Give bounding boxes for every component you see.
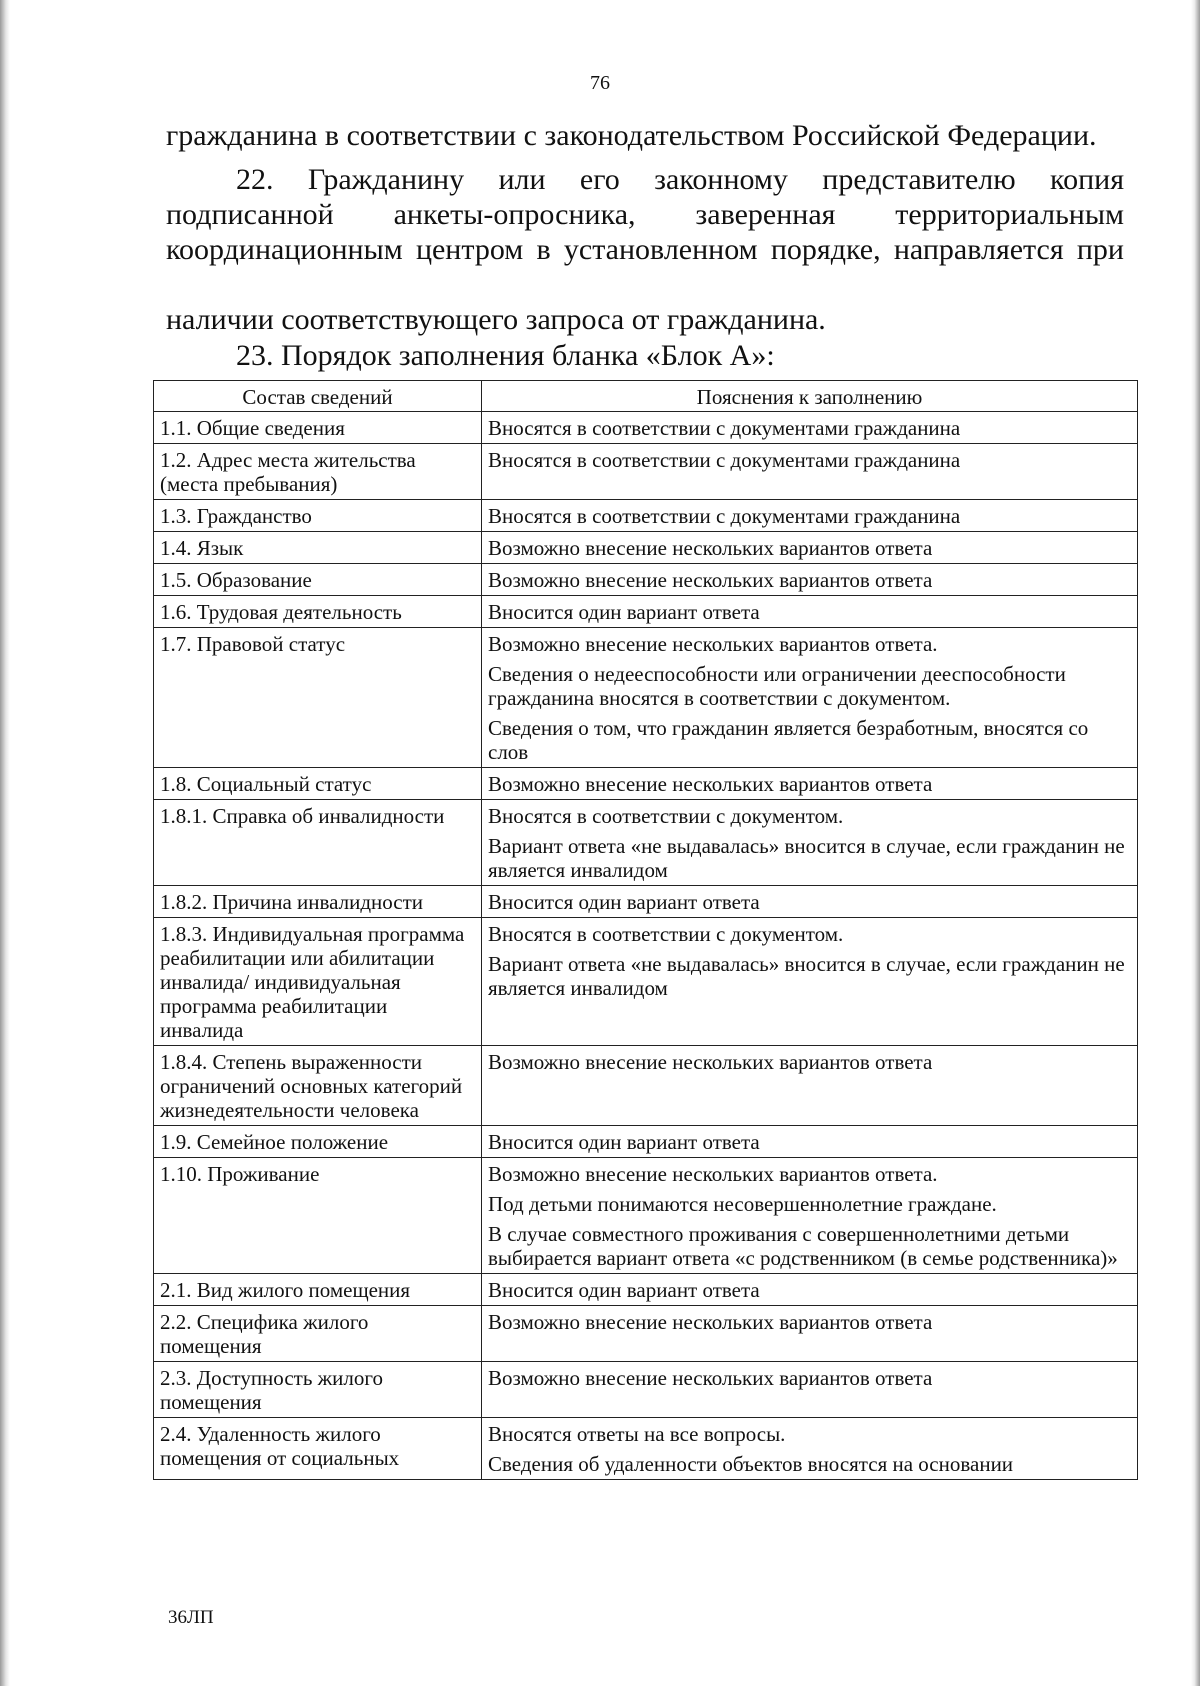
table-row xyxy=(154,886,1138,918)
row-notes-cell xyxy=(482,500,1138,532)
row-notes-cell xyxy=(482,564,1138,596)
row-notes-cell xyxy=(482,1274,1138,1306)
table-row xyxy=(154,1158,1138,1274)
table-row xyxy=(154,596,1138,628)
table-row xyxy=(154,1126,1138,1158)
note-line: Возможно внесение нескольких вариантов ответа. xyxy=(488,1162,938,1186)
row-item-cell: 1.3. Гражданство xyxy=(154,500,482,532)
note-line: Возможно внесение нескольких вариантов ответа xyxy=(488,1366,933,1390)
row-notes-cell xyxy=(482,886,1138,918)
table-row xyxy=(154,564,1138,596)
note-line: Возможно внесение нескольких вариантов ответа xyxy=(488,1310,933,1334)
note-line: Под детьми понимаются несовершеннолетние граждане. xyxy=(488,1192,997,1216)
table-row xyxy=(154,1274,1138,1306)
note-line: Вносится один вариант ответа xyxy=(488,600,760,624)
row-item-cell: 1.8. Социальный статус xyxy=(154,768,482,800)
note-line: Вносятся в соответствии с документами гражданина xyxy=(488,504,961,528)
paragraph-22-tail: наличии соответствующего запроса от гражданина. xyxy=(166,303,826,336)
row-notes-cell xyxy=(482,1306,1138,1362)
note-line: В случае совместного проживания с совершеннолетними детьми выбирается вариант ответа «с родственником (в семье родственника)» xyxy=(488,1222,1118,1270)
table-row xyxy=(154,768,1138,800)
table-row xyxy=(154,1362,1138,1418)
row-item-cell: 1.8.2. Причина инвалидности xyxy=(154,886,482,918)
row-notes-cell xyxy=(482,628,1138,768)
row-item-cell: 1.4. Язык xyxy=(154,532,482,564)
note-line: Вносятся ответы на все вопросы. xyxy=(488,1422,786,1446)
row-item-cell: 1.1. Общие сведения xyxy=(154,412,482,444)
footer-code: 36ЛП xyxy=(168,1607,214,1628)
row-item-cell: 2.4. Удаленность жилого помещения от социальных xyxy=(154,1418,482,1480)
note-line: Возможно внесение нескольких вариантов ответа xyxy=(488,568,933,592)
column-header-explanations: Пояснения к заполнению xyxy=(482,381,1138,412)
paragraph-22-body: Гражданину или его законному представителю копия подписанной анкеты-опросника, заверенная территориальным координационным центром в установленном порядке, направляется при xyxy=(166,163,1124,266)
table-row xyxy=(154,1046,1138,1126)
page-number: 76 xyxy=(590,72,610,94)
note-line: Вносится один вариант ответа xyxy=(488,890,760,914)
row-notes-cell xyxy=(482,1362,1138,1418)
row-item-cell: 1.6. Трудовая деятельность xyxy=(154,596,482,628)
note-line: Возможно внесение нескольких вариантов ответа xyxy=(488,772,933,796)
row-item-cell: 1.2. Адрес места жительства (места пребывания) xyxy=(154,444,482,500)
row-item-cell: 2.2. Специфика жилого помещения xyxy=(154,1306,482,1362)
scan-edge-right xyxy=(1191,0,1200,1686)
table-header-row xyxy=(154,381,1138,412)
row-item-cell: 1.7. Правовой статус xyxy=(154,628,482,768)
note-line: Вариант ответа «не выдавалась» вносится в случае, если гражданин не является инвалидом xyxy=(488,834,1125,882)
row-item-cell: 1.8.3. Индивидуальная программа реабилитации или абилитации инвалида/ индивидуальная программа реабилитации инвалида xyxy=(154,918,482,1046)
row-item-cell: 2.1. Вид жилого помещения xyxy=(154,1274,482,1306)
row-notes-cell xyxy=(482,1158,1138,1274)
table-row xyxy=(154,500,1138,532)
column-header-composition: Состав сведений xyxy=(154,381,482,412)
table-row xyxy=(154,800,1138,886)
row-item-cell: 1.10. Проживание xyxy=(154,1158,482,1274)
row-item-cell: 2.3. Доступность жилого помещения xyxy=(154,1362,482,1418)
note-line: Вариант ответа «не выдавалась» вносится в случае, если гражданин не является инвалидом xyxy=(488,952,1125,1000)
row-item-cell: 1.8.1. Справка об инвалидности xyxy=(154,800,482,886)
note-line: Сведения о недееспособности или ограничении дееспособности гражданина вносятся в соответствии с документом. xyxy=(488,662,1066,710)
table-row xyxy=(154,444,1138,500)
note-line: Сведения о том, что гражданин является безработным, вносятся со слов xyxy=(488,716,1089,764)
paragraph-22 xyxy=(166,162,1124,267)
table-row xyxy=(154,532,1138,564)
filling-instructions-table xyxy=(153,380,1138,1480)
row-notes-cell xyxy=(482,1126,1138,1158)
note-line: Вносятся в соответствии с документом. xyxy=(488,922,844,946)
row-notes-cell xyxy=(482,1046,1138,1126)
paragraph-23: 23. Порядок заполнения бланка «Блок А»: xyxy=(236,339,775,372)
row-notes-cell xyxy=(482,532,1138,564)
row-notes-cell xyxy=(482,768,1138,800)
note-line: Вносится один вариант ответа xyxy=(488,1278,760,1302)
note-line: Сведения об удаленности объектов вносятся на основании xyxy=(488,1452,1014,1476)
row-item-cell: 1.9. Семейное положение xyxy=(154,1126,482,1158)
row-notes-cell xyxy=(482,1418,1138,1480)
paragraph-22-number: 22. xyxy=(236,163,274,196)
row-notes-cell xyxy=(482,918,1138,1046)
table-row xyxy=(154,918,1138,1046)
table-row xyxy=(154,628,1138,768)
table-row xyxy=(154,1418,1138,1480)
row-notes-cell xyxy=(482,412,1138,444)
note-line: Вносится один вариант ответа xyxy=(488,1130,760,1154)
row-notes-cell xyxy=(482,596,1138,628)
paragraph-continuation: гражданина в соответствии с законодательством Российской Федерации. xyxy=(166,119,1097,152)
note-line: Возможно внесение нескольких вариантов ответа. xyxy=(488,632,938,656)
note-line: Вносятся в соответствии с документом. xyxy=(488,804,844,828)
table-row xyxy=(154,412,1138,444)
row-item-cell: 1.5. Образование xyxy=(154,564,482,596)
note-line: Возможно внесение нескольких вариантов ответа xyxy=(488,1050,933,1074)
row-item-cell: 1.8.4. Степень выраженности ограничений основных категорий жизнедеятельности человека xyxy=(154,1046,482,1126)
note-line: Вносятся в соответствии с документами гражданина xyxy=(488,416,961,440)
scan-edge-left xyxy=(0,0,10,1686)
note-line: Возможно внесение нескольких вариантов ответа xyxy=(488,536,933,560)
note-line: Вносятся в соответствии с документами гражданина xyxy=(488,448,961,472)
table-row xyxy=(154,1306,1138,1362)
table-body xyxy=(154,412,1138,1480)
row-notes-cell xyxy=(482,800,1138,886)
row-notes-cell xyxy=(482,444,1138,500)
